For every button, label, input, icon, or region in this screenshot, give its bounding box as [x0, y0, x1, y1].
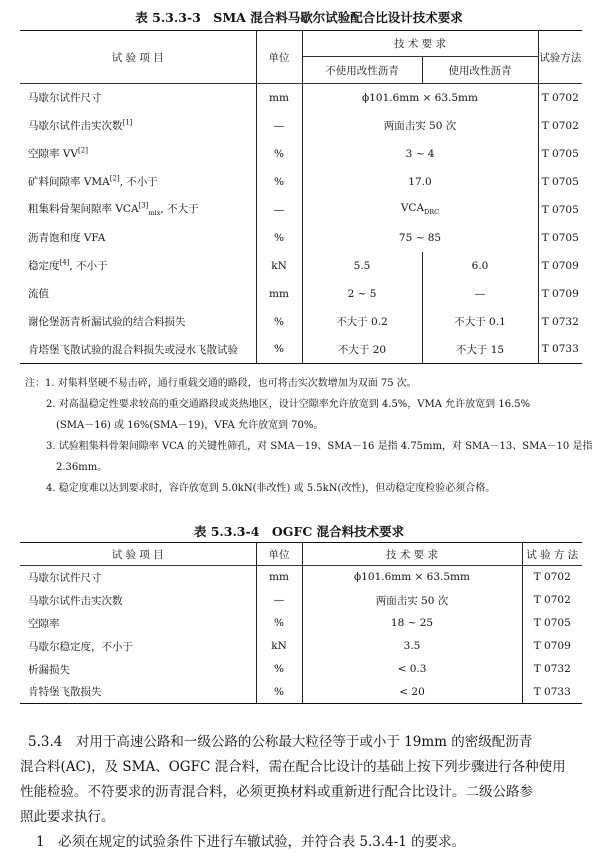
note-line: 4. 稳定度难以达到要求时，容许放宽到 5.0kN(非改性) 或 5.5kN(改性)，但动稳定度检验必须合格。 [46, 483, 496, 494]
row-method: T 0705 [541, 231, 579, 244]
header-method: 试验方法 [538, 31, 582, 84]
note-line: (SMA－16) 或 16%(SMA－19)，VFA 允许放宽到 70%。 [56, 420, 324, 431]
row-unit: % [256, 681, 302, 704]
row-method: T 0702 [533, 594, 571, 606]
row-item: 流值 [20, 280, 256, 308]
row-unit: kN [256, 252, 302, 280]
row-requirement: 两面击实 50 次 [302, 112, 538, 140]
row-unit: % [256, 308, 302, 336]
row-method: T 0709 [541, 259, 579, 272]
row-requirement: 17.0 [302, 168, 538, 196]
row-method: T 0733 [522, 681, 582, 704]
row-requirement: 18 ~ 25 [302, 612, 522, 635]
table-row [20, 252, 582, 280]
paragraph-line: 性能检验。不符要求的沥青混合料，必须更换材料或重新进行配合比设计。二级公路参 [20, 784, 533, 800]
header-item: 试 验 项 目 [20, 543, 256, 566]
section-5-3-4-paragraph [20, 730, 586, 855]
header-req-unmodified: 不使用改性沥青 [302, 57, 422, 84]
row-unit: mm [256, 84, 302, 112]
row-unit: % [256, 140, 302, 168]
table-row [20, 589, 582, 612]
row-item: 粗集料骨架间隙率 $VCA[3]_{mix}$, 不大于 [20, 196, 256, 224]
row-method: T 0733 [538, 336, 582, 364]
row-unit: mm [256, 280, 302, 308]
table1-caption: 表 5.3.3-3 SMA 混合料马歇尔试验配合比设计技术要求 [135, 10, 463, 25]
row-unit: — [256, 196, 302, 224]
row-req-unmodified: 5.5 [302, 252, 422, 280]
sma-requirements-table [20, 30, 582, 364]
row-unit: % [256, 612, 302, 635]
row-item: 马歇尔稳定度，不小于 [20, 635, 256, 658]
row-req-modified: 不大于 0.1 [422, 308, 538, 336]
row-requirement: 3 ~ 4 [302, 140, 538, 168]
row-item: 马歇尔试件击实次数 [20, 589, 256, 612]
row-requirement: ϕ101.6mm × 63.5mm [302, 566, 522, 589]
row-req-modified: 不大于 15 [422, 336, 538, 364]
row-unit: kN [256, 635, 302, 658]
table-row [20, 566, 582, 589]
table-row [20, 84, 582, 112]
table-row [20, 336, 582, 364]
table-row [20, 308, 582, 336]
row-unit: % [256, 658, 302, 681]
row-item: 马歇尔试件尺寸 [20, 84, 256, 112]
note-line: 3. 试验粗集料骨架间隙率 VCA 的关键性筛孔，对 SMA－19、SMA－16 是指 4.75mm，对 SMA－13、SMA－10 是指 [46, 441, 593, 452]
row-method: T 0705 [541, 147, 579, 160]
row-method: T 0732 [541, 315, 579, 328]
header-unit: 单位 [256, 543, 302, 566]
paragraph-line: 1 必须在规定的试验条件下进行车辙试验，并符合表 5.3.4-1 的要求。 [36, 834, 466, 850]
row-item: 谢伦堡沥青析漏试验的结合料损失 [20, 308, 256, 336]
table-row [20, 224, 582, 252]
row-requirement: ϕ101.6mm × 63.5mm [302, 84, 538, 112]
row-item: 沥青饱和度 VFA [20, 224, 256, 252]
row-method: T 0702 [541, 91, 579, 104]
row-item: 马歇尔试件尺寸 [20, 566, 256, 589]
row-unit: % [256, 224, 302, 252]
row-item: 肯塔堡飞散试验的混合料损失或浸水飞散试验 [20, 336, 256, 364]
note-line: 注：1. 对集料坚硬不易击碎，通行重载交通的路段，也可将击实次数增加为双面 75 次。 [25, 378, 417, 389]
table-notes [25, 373, 593, 499]
table-row [20, 140, 582, 168]
row-item: 空隙率 VV[2] [20, 140, 256, 168]
row-item: 矿料间隙率 VMA[2], 不小于 [20, 168, 256, 196]
ogfc-requirements-table [20, 542, 582, 704]
row-item: 马歇尔试件击实次数[1] [20, 112, 256, 140]
table-row [20, 168, 582, 196]
row-unit: — [256, 589, 302, 612]
header-item: 试 验 项 目 [20, 31, 256, 84]
paragraph-line: 5.3.4 对用于高速公路和一级公路的公称最大粒径等于或小于 19mm 的密级配沥青 [28, 734, 533, 750]
table-row [20, 112, 582, 140]
row-method: T 0702 [541, 119, 579, 132]
row-method: T 0709 [533, 640, 571, 652]
row-item: 析漏损失 [20, 658, 256, 681]
row-method: T 0702 [533, 571, 571, 584]
row-req-unmodified: 不大于 0.2 [302, 308, 422, 336]
row-requirement: $VCA_{DRC}$ [302, 196, 538, 224]
row-method: T 0709 [541, 287, 579, 300]
paragraph-line: 混合料(AC)，及 SMA、OGFC 混合料，需在配合比设计的基础上按下列步骤进行各种使用 [20, 759, 566, 775]
row-item: 稳定度[4], 不小于 [20, 252, 256, 280]
row-requirement: < 20 [302, 681, 522, 704]
row-requirement: 两面击实 50 次 [302, 589, 522, 612]
header-req-modified: 使用改性沥青 [422, 57, 538, 84]
row-req-modified: 6.0 [422, 252, 538, 280]
row-req-unmodified: 不大于 20 [302, 336, 422, 364]
table2-caption: 表 5.3.3-4 OGFC 混合料技术要求 [193, 524, 405, 539]
table-row [20, 658, 582, 681]
note-line: 2.36mm。 [56, 462, 108, 473]
header-requirement: 技 术 要 求 [302, 543, 522, 566]
row-req-modified: — [422, 280, 538, 308]
row-unit: % [256, 336, 302, 364]
header-requirement: 技 术 要 求 [302, 31, 538, 57]
row-method: T 0705 [533, 617, 571, 629]
row-requirement: < 0.3 [302, 658, 522, 681]
row-requirement: 75 ~ 85 [302, 224, 538, 252]
table-row [20, 681, 582, 704]
header-method: 试 验 方 法 [522, 543, 582, 566]
row-method: T 0705 [541, 203, 579, 216]
row-item: 空隙率 [20, 612, 256, 635]
table-row [20, 280, 582, 308]
table-row [20, 612, 582, 635]
row-unit: mm [256, 566, 302, 589]
row-requirement: 3.5 [302, 635, 522, 658]
row-item: 肯特堡飞散损失 [20, 681, 256, 704]
row-unit: % [256, 168, 302, 196]
table-row [20, 635, 582, 658]
paragraph-line: 照此要求执行。 [20, 809, 115, 825]
table-row [20, 196, 582, 224]
header-unit: 单位 [256, 31, 302, 84]
note-line: 2. 对高温稳定性要求较高的重交通路段或炎热地区，设计空隙率允许放宽到 4.5%，VMA 允许放宽到 16.5% [46, 399, 531, 410]
row-method: T 0732 [533, 663, 571, 675]
row-unit: — [256, 112, 302, 140]
row-method: T 0705 [541, 175, 579, 188]
row-req-unmodified: 2 ~ 5 [302, 280, 422, 308]
